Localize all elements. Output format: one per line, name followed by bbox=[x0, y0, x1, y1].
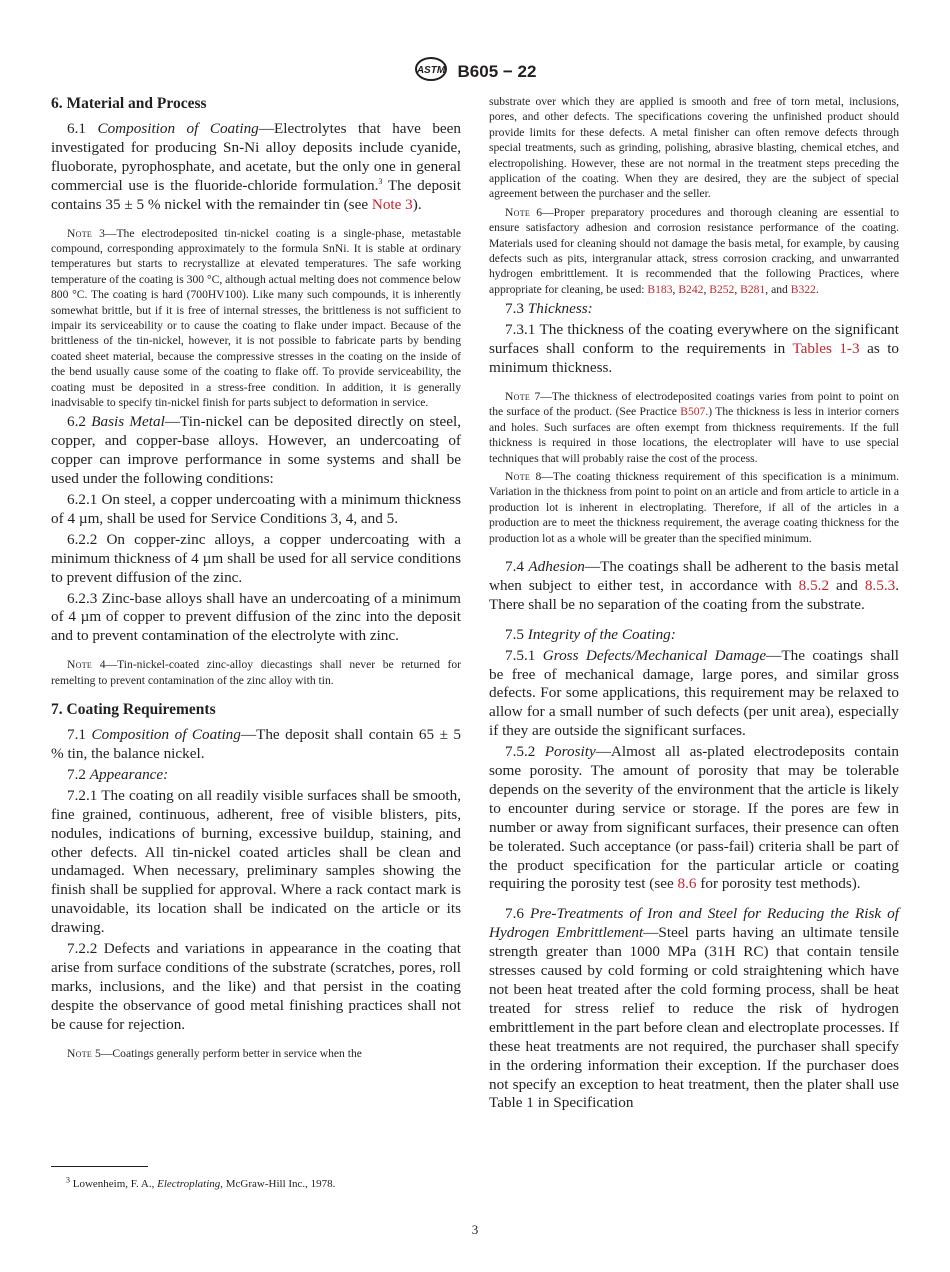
tables-1-3-link[interactable]: Tables 1-3 bbox=[792, 340, 860, 358]
ref-b252-link[interactable]: B252 bbox=[709, 282, 735, 296]
ref-8-5-3-link[interactable]: 8.5.3 bbox=[864, 576, 896, 594]
note-5-continued: substrate over which they are applied is smooth and free of torn metal, inclusions, pores, and other defects. The specifications covering the unfinished product should provide limits for these defects. A metal finisher can often remove defects through special treatments, such as grinding, polishing, abrasive blasting, chemical etches, and electropolishing. However, these are not normal in the treatment steps preceding the application of the coating. When they are desired, they are the subject of special agreement between the purchaser and the seller. bbox=[489, 95, 899, 201]
note-7: Note 7—The thickness of electrodeposited coatings varies from point to point on the surface of the product. (See Practice B507.) The thickness is less in interior corners and holes. Such surfaces are often exempt from thickness requirements. If the full thickness is required in those locations, the electroplater will have to use special techniques that will probably raise the cost of the process. bbox=[489, 389, 899, 465]
footnote-rule bbox=[51, 1166, 148, 1167]
para-6-2-3: 6.2.3 Zinc-base alloys shall have an undercoating of a minimum of 4 µm of copper to prevent diffusion of the zinc into the deposit and to prevent contamination of the electrolyte with zinc. bbox=[51, 589, 461, 645]
note-3: Note 3—The electrodeposited tin-nickel coating is a single-phase, metastable compound, corresponding approximately to the formula SnNi. It is stable at ordinary temperatures but starts to recrystallize at elevated temperatures. The safe working temperature of the coating is 300 °C, although actual melting does not commence below 800 °C. The coating is hard (700HV100). Like many such compounds, it is inherently somewhat brittle, but if it is free of internal stresses, the brittleness is not sufficient to impair its serviceability or to cause the coating to flake under impact. Because of the brittleness of the tin-nickel, however, it is not possible to fabricate parts by bending coated sheet material, because the compressive stresses in the coating on the inside of the bend usually cause some of the coating to flake off. To provide serviceability, the coating must be deposited in a stress-free condition. In addition, it is generally inadvisable to specify tin-nickel finish for parts subject to deformation in service. bbox=[51, 226, 461, 409]
note-5: Note 5—Coatings generally perform better in service when the bbox=[67, 1046, 362, 1060]
note-6: Note 6—Proper preparatory procedures and thorough cleaning are essential to ensure satisfactory adhesion and corrosion resistance performance of the coating. Materials used for cleaning should not damage the basis metal, for example, by causing defects such as pits, intergranular attack, stress corrosion cracking, and unwarranted hydrogen embrittlement. It is recommended that the following Practices, where appropriate for cleaning, be used: B183, B242, B252, B281, and B322. bbox=[489, 205, 899, 296]
ref-8-5-2-link[interactable]: 8.5.2 bbox=[798, 576, 830, 594]
ref-b281-link[interactable]: B281 bbox=[740, 282, 766, 296]
para-7-5-1: 7.5.1 Gross Defects/Mechanical Damage—The coatings shall be free of mechanical damage, large pores, and similar gross defects. For some applications, this requirement may be relaxed to allow for a small number of such defects (per unit area), especially if they are outside the significant surfaces. bbox=[489, 646, 899, 740]
ref-b242-link[interactable]: B242 bbox=[678, 282, 704, 296]
astm-logo-icon bbox=[414, 56, 448, 87]
section-6-title: 6. Material and Process bbox=[51, 95, 207, 112]
svg-text:ASTM: ASTM bbox=[416, 65, 445, 76]
para-7-6: 7.6 Pre-Treatments of Iron and Steel for Reducing the Risk of Hydrogen Embrittlement—Steel parts having an ultimate tensile strength greater than 1000 MPa (31H RC) that contain tensile stresses caused by cold forming or cold straightening which have not been heat treated after the cold forming process, shall be heat treated for stress relief to reduce the risk of hydrogen embrittlement in the part before clean and electroplate processes. If these heat treatments are not required, the purchaser shall specify in the ordering information their exception. If the purchaser does not specify an exception to heat treatment, then the plater shall use Table 1 in Specification bbox=[489, 905, 900, 1112]
left-column bbox=[51, 94, 461, 1064]
ref-b507-link[interactable]: B507 bbox=[680, 405, 706, 419]
para-7-3: 7.3 Thickness: bbox=[505, 300, 593, 318]
footnote-3: $^3$ Lowenheim, F. A., Electroplating, McGraw-Hill Inc., 1978. bbox=[66, 1175, 336, 1190]
page-number: 3 bbox=[471, 1222, 479, 1237]
para-7-5-2: 7.5.2 Porosity—Almost all as-plated electrodeposits contain some porosity. The amount of porosity that may be tolerable depends on the severity of the environment that the article is likely to encounter during service or storage. If the pores are few in number or away from significant surfaces, their presence can often be tolerated. Such acceptance (or pass-fail) criteria shall be part of the product specification for the particular article or coating requiring the porosity test (see 8.6 for porosity test methods). bbox=[489, 743, 899, 893]
page-header bbox=[0, 56, 950, 87]
para-6-2-2: 6.2.2 On copper-zinc alloys, a copper undercoating with a minimum thickness of 4 µm shall be used for all service conditions to prevent diffusion of the zinc. bbox=[51, 530, 461, 586]
para-6-2: 6.2 Basis Metal—Tin-nickel can be deposited directly on steel, copper, and copper-base alloys. However, an undercoating of copper can improve performance in some systems and shall be used under the following conditions: bbox=[51, 413, 462, 488]
para-6-1: 6.1 Composition of Coating—Electrolytes that have been investigated for producing Sn-Ni alloy deposits include cyanide, fluoborate, pyrophosphate, and acetate, but the only one in general commercial use is the fluoride-chloride formulation.$^3$ The deposit contains 35 ± 5 % nickel with the remainder tin (see Note 3). bbox=[51, 120, 461, 213]
right-column bbox=[489, 94, 899, 1115]
para-7-3-1: 7.3.1 The thickness of the coating everywhere on the significant surfaces shall conform to the requirements in Tables 1-3 as to minimum thickness. bbox=[489, 321, 900, 376]
para-7-1: 7.1 Composition of Coating—The deposit shall contain 65 ± 5 % tin, the balance nickel. bbox=[51, 726, 461, 762]
para-7-2-1: 7.2.1 The coating on all readily visible surfaces shall be smooth, fine grained, continuous, adherent, free of visible blisters, pits, nodules, indications of burning, excessive buildup, staining, and other defects. All tin-nickel coated articles shall be clean and undamaged. When necessary, preliminary samples showing the finish shall be supplied for approval. Where a rack contact mark is unavoidable, its location shall be indicated on the article or its drawing. bbox=[51, 786, 461, 937]
note-4: Note 4—Tin-nickel-coated zinc-alloy diecastings shall never be returned for remelting to prevent contamination of the zinc alloy with tin. bbox=[51, 658, 461, 687]
para-7-5: 7.5 Integrity of the Coating: bbox=[505, 625, 676, 643]
ref-b183-link[interactable]: B183 bbox=[647, 282, 673, 296]
note-8: Note 8—The coating thickness requirement of this specification is a minimum. Variation in the thickness from point to point on an article and from article to article in a production lot is inherent in electroplating. Therefore, if all of the articles in a production are to meet the thickness requirement, the average coating thickness for the production lot as a whole will be greater than the specified minimum. bbox=[489, 469, 899, 545]
ref-b322-link[interactable]: B322 bbox=[790, 282, 816, 296]
designation: B605 − 22 bbox=[457, 61, 537, 81]
para-7-2-2: 7.2.2 Defects and variations in appearance in the coating that arise from surface conditions of the substrate (scratches, pores, roll marks, inclusions, and the like) and that persist in the coating despite the observance of good metal finishing practices shall not be cause for rejection. bbox=[51, 940, 461, 1033]
note-3-link[interactable]: Note 3 bbox=[371, 195, 413, 213]
section-7-title: 7. Coating Requirements bbox=[51, 701, 216, 719]
para-7-4: 7.4 Adhesion—The coatings shall be adherent to the basis metal when subject to either test, in accordance with 8.5.2 and 8.5.3. There shall be no separation of the coating from the substrate. bbox=[489, 557, 899, 613]
para-7-2: 7.2 Appearance: bbox=[67, 765, 169, 783]
ref-8-6-link[interactable]: 8.6 bbox=[677, 875, 697, 893]
para-6-2-1: 6.2.1 On steel, a copper undercoating with a minimum thickness of 4 µm, shall be used for Service Conditions 3, 4, and 5. bbox=[51, 491, 461, 527]
